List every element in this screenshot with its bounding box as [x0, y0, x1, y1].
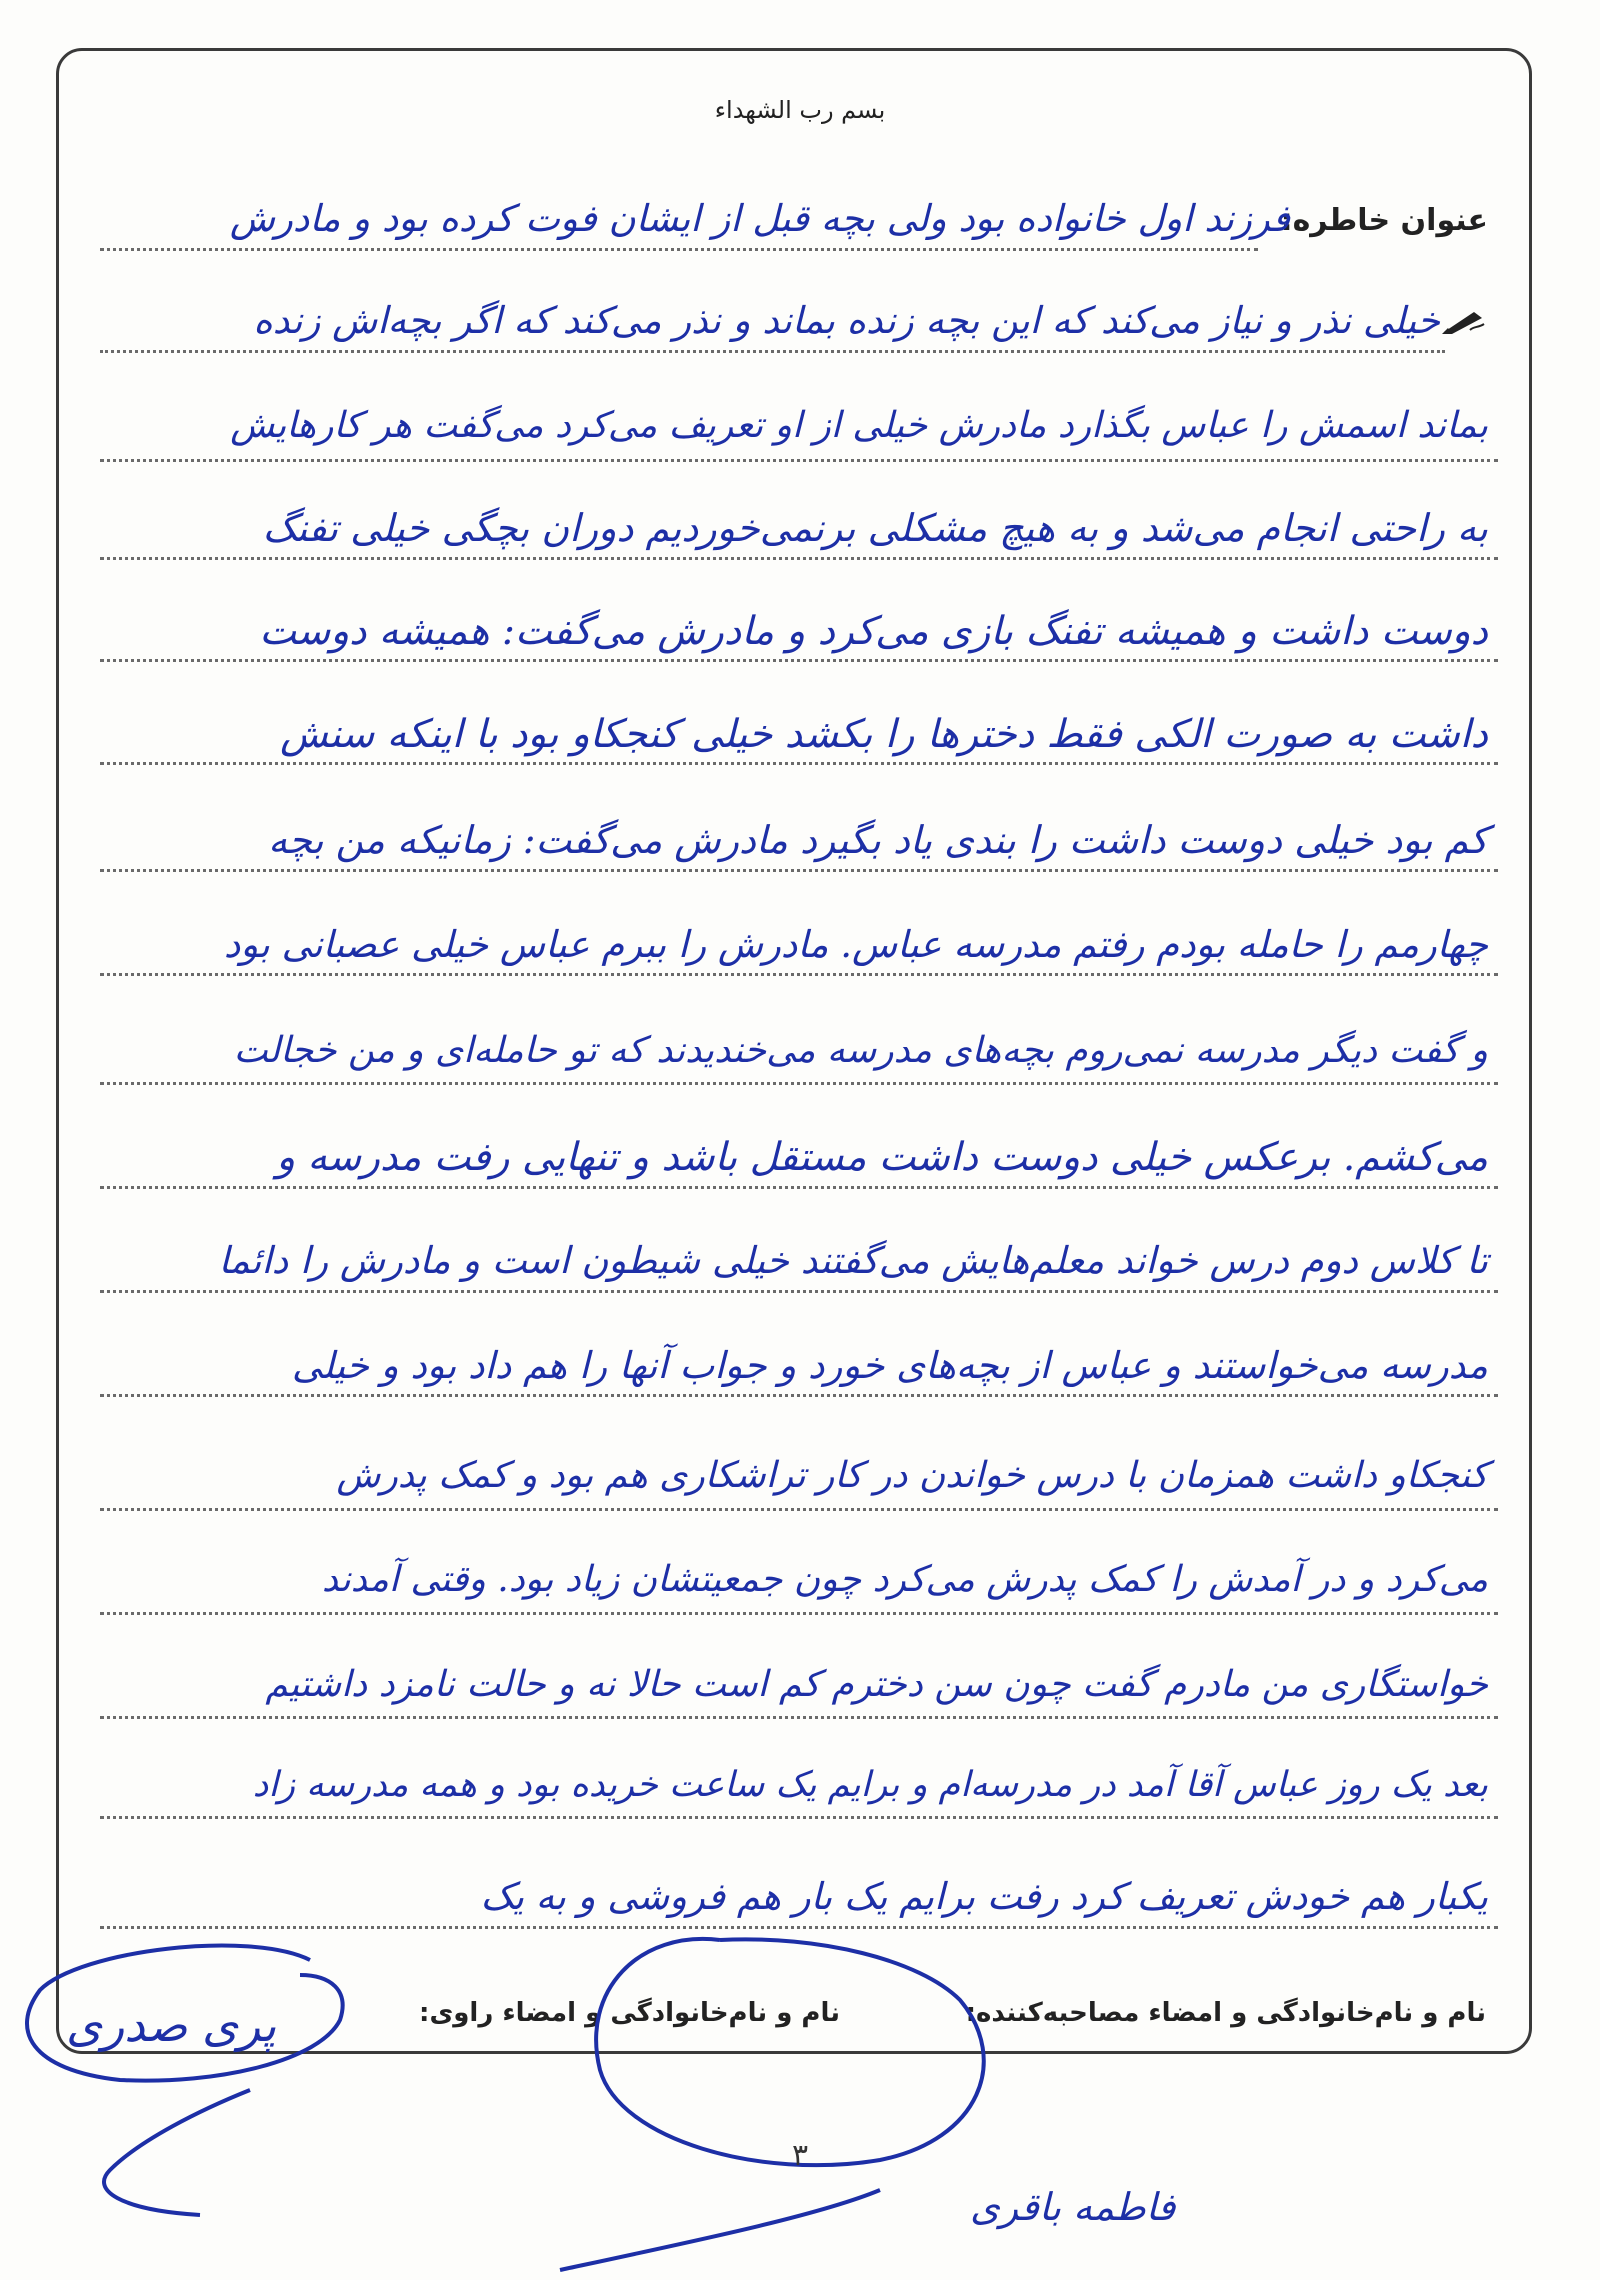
body-line: داشت به صورت الکی فقط دخترها را بکشد خیلی کنجکاو بود با اینکه سنش [280, 712, 1488, 757]
body-line: می‌کرد و در آمدش را کمک پدرش می‌کرد چون جمعیتشان زیاد بود. وقتی آمدند [321, 1559, 1488, 1600]
basmala-header: بسم رب الشهداء [714, 96, 886, 124]
memory-title-value: فرزند اول خانواده بود ولی بچه قبل از ایشان فوت کرده بود و مادرش [229, 197, 1290, 240]
interviewer-signature: فاطمه باقری [970, 2185, 1176, 2229]
body-line: بماند اسمش را عباس بگذارد مادرش خیلی از او تعریف می‌کرد می‌گفت هر کارهایش [230, 405, 1488, 446]
body-line: یکبار هم خودش تعریف کرد رفت برایم یک بار هم فروشی و به یک [480, 1875, 1488, 1918]
body-line: می‌کشم. برعکس خیلی دوست داشت مستقل باشد و تنهایی رفت مدرسه و [276, 1135, 1488, 1180]
body-line: خیلی نذر و نیاز می‌کند که این بچه زنده بماند و نذر می‌کند که اگر بچه‌اش زنده [253, 299, 1440, 342]
body-line: کنجکاو داشت همزمان با درس خواندن در کار تراشکاری هم بود و کمک پدرش [336, 1455, 1488, 1496]
memory-title-label: عنوان خاطره: [1280, 203, 1488, 238]
body-line: مدرسه می‌خواستند و عباس از بچه‌های خورد و جواب آنها را هم داد بود و خیلی [291, 1344, 1488, 1387]
interviewer-signature-label: نام و نام‌خانوادگی و امضاء مصاحبه‌کننده: [965, 1998, 1486, 2028]
body-line: بعد یک روز عباس آقا آمد در مدرسه‌ام و برایم یک ساعت خریده بود و همه مدرسه زاد [252, 1765, 1488, 1805]
body-line: کم بود خیلی دوست داشت را بندی یاد بگیرد مادرش می‌گفت: زمانیکه من بچه [268, 818, 1488, 862]
body-line: دوست داشت و همیشه تفنگ بازی می‌کرد و مادرش می‌گفت: همیشه دوست [259, 609, 1488, 654]
page-number: ۳ [791, 2138, 809, 2173]
body-line: خواستگاری من مادرم گفت چون سن دخترم کم است حالا نه و حالت نامزد داشتیم [265, 1664, 1488, 1705]
narrator-signature: پری صدری [66, 1998, 277, 2052]
body-line: به راحتی انجام می‌شد و به هیچ مشکلی برنمی‌خوردیم دوران بچگی خیلی تفنگ [262, 506, 1488, 550]
body-line: و گفت دیگر مدرسه نمی‌روم بچه‌های مدرسه می‌خندیدند که تو حامله‌ای و من خجالت [233, 1030, 1488, 1071]
body-line: چهارمم را حامله بودم رفتم مدرسه عباس. مادرش را ببرم عباس خیلی عصبانی بود [223, 923, 1488, 966]
narrator-signature-label: نام و نام‌خانوادگی و امضاء راوی: [419, 1998, 840, 2028]
body-line: تا کلاس دوم درس خواند معلم‌هایش می‌گفتند خیلی شیطون است و مادرش را دائما [218, 1239, 1488, 1282]
